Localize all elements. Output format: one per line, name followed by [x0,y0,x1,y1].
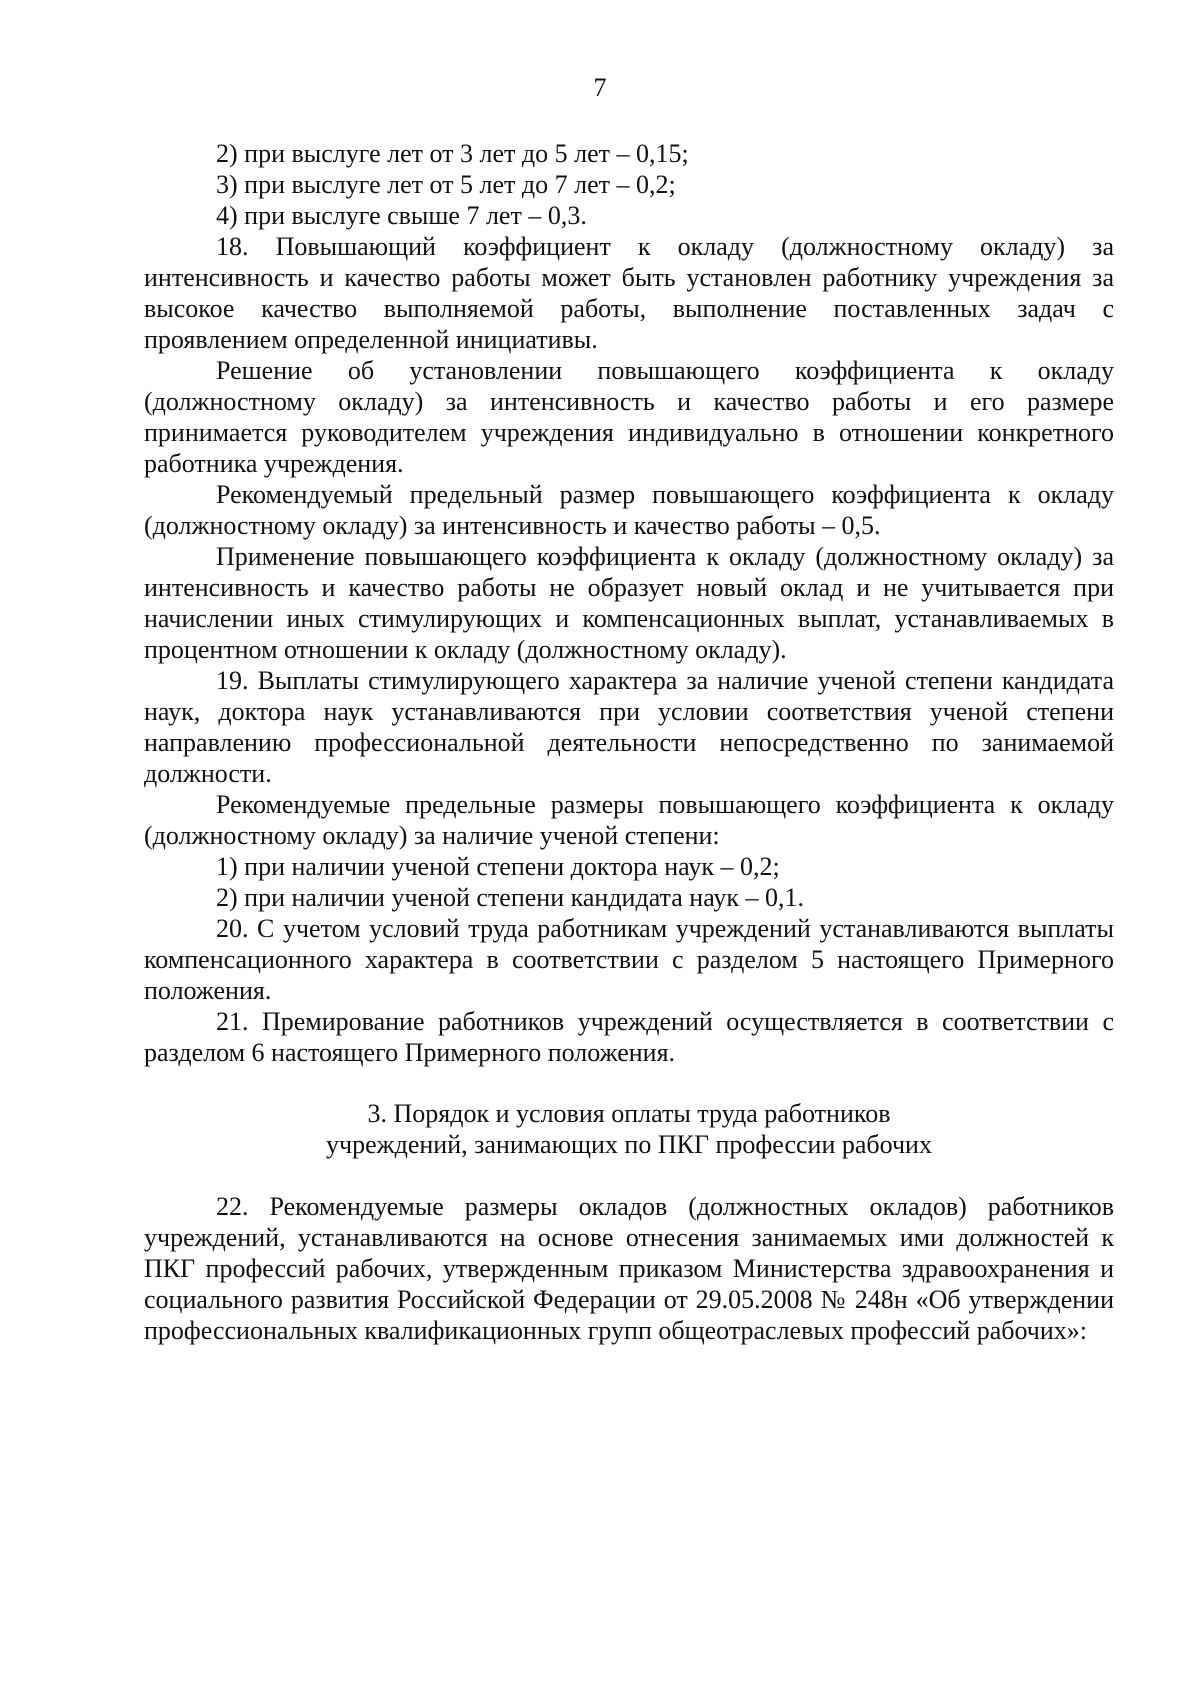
list-item: 3) при выслуге лет от 5 лет до 7 лет – 0,2; [216,170,676,199]
paragraph-22: 22. Рекомендуемые размеры окладов (должностных окладов) работников учреждений, устанавливаются на основе отнесения занимаемых ими должностей к ПКГ профессий рабочих, утвержденным приказом Министерства здравоохранения и социального развития Российской Федерации от 29.05.2008 № 248н «Об утверждении профессиональных квалификационных групп общеотраслевых профессий рабочих»: [144,1192,1114,1345]
section-heading-line: 3. Порядок и условия оплаты труда работников [367,1099,891,1128]
paragraph-18-application: Применение повышающего коэффициента к окладу (должностному окладу) за интенсивность и качество работы не образует новый оклад и не учитывается при начислении иных стимулирующих и компенсационных выплат, устанавливаемых в процентном отношении к окладу (должностному окладу). [144,542,1114,664]
paragraph-18: 18. Повышающий коэффициент к окладу (должностному окладу) за интенсивность и качество работы может быть установлен работнику учреждения за высокое качество выполняемой работы, выполнение поставленных задач с проявлением определенной инициативы. [144,232,1114,354]
list-item: 4) при выслуге свыше 7 лет – 0,3. [216,201,587,230]
paragraph-19: 19. Выплаты стимулирующего характера за наличие ученой степени кандидата наук, доктора наук устанавливаются при условии соответствия ученой степени направлению профессиональной деятельности непосредственно по занимаемой должности. [144,666,1114,788]
page-number: 7 [593,73,607,102]
list-item: 2) при выслуге лет от 3 лет до 5 лет – 0,15; [216,139,689,168]
paragraph-18-limit: Рекомендуемый предельный размер повышающего коэффициента к окладу (должностному окладу) за интенсивность и качество работы – 0,5. [144,480,1114,540]
paragraph-18-decision: Решение об установлении повышающего коэффициента к окладу (должностному окладу) за интенсивность и качество работы и его размере принимается руководителем учреждения индивидуально в отношении конкретного работника учреждения. [144,356,1114,478]
document-body [144,138,1114,1346]
section-3-heading [144,1098,1114,1160]
paragraph-19-limits: Рекомендуемые предельные размеры повышающего коэффициента к окладу (должностному окладу) за наличие ученой степени: [144,790,1114,850]
section-heading-line: учреждений, занимающих по ПКГ профессии рабочих [326,1130,932,1159]
list-item: 1) при наличии ученой степени доктора наук – 0,2; [216,852,780,881]
paragraph-20: 20. С учетом условий труда работникам учреждений устанавливаются выплаты компенсационного характера в соответствии с разделом 5 настоящего Примерного положения. [144,914,1114,1005]
paragraph-21: 21. Премирование работников учреждений осуществляется в соответствии с разделом 6 настоящего Примерного положения. [144,1007,1114,1067]
list-item: 2) при наличии ученой степени кандидата наук – 0,1. [216,883,805,912]
